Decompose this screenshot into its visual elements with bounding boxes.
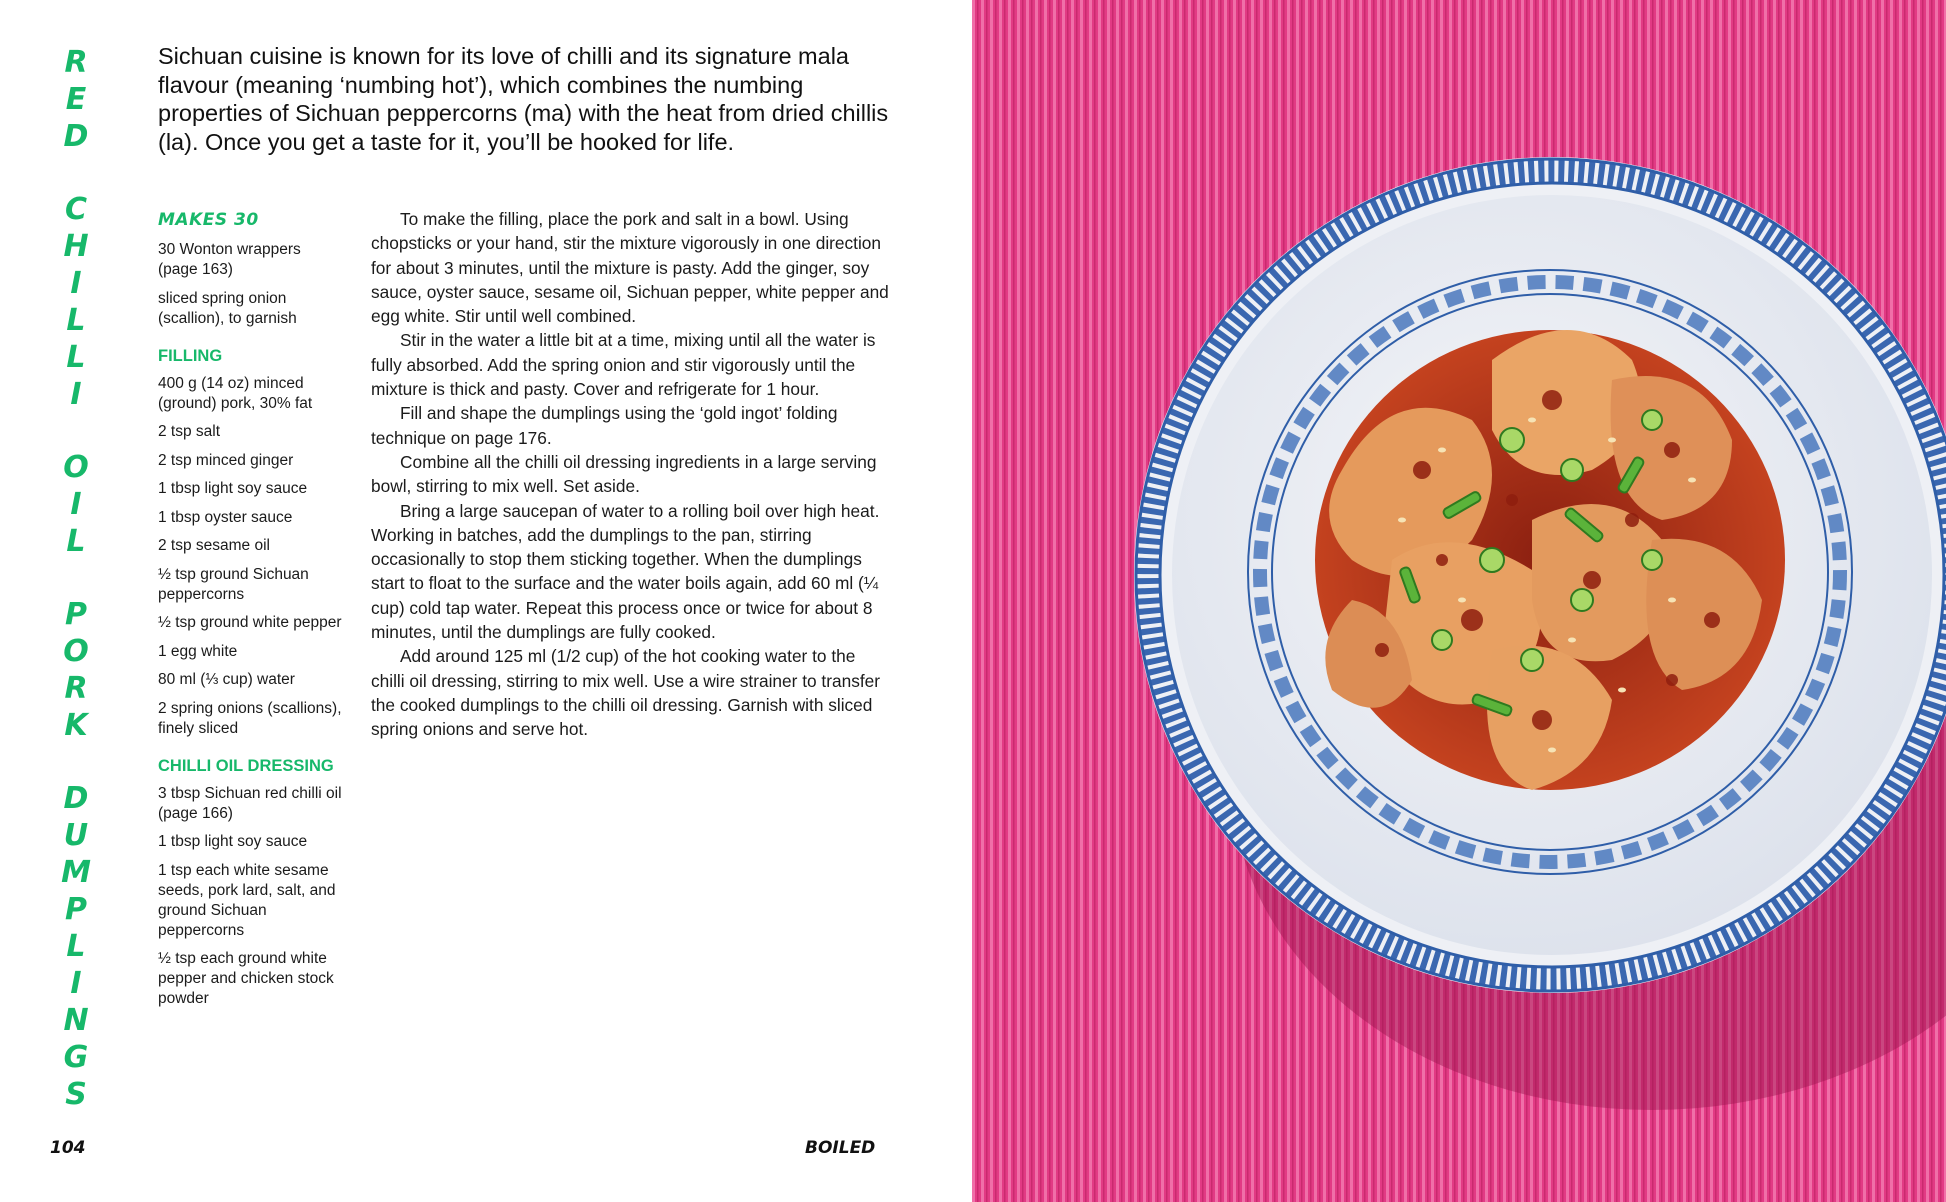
ingredient-item: 2 spring onions (scallions), finely sliced	[158, 699, 342, 737]
title-letter: L	[66, 929, 86, 964]
title-letter: I	[70, 487, 82, 522]
ingredient-item: 400 g (14 oz) minced (ground) pork, 30% fat	[158, 374, 313, 412]
page-number: 104	[50, 1138, 86, 1158]
title-letter: O	[63, 634, 89, 669]
title-letter: U	[63, 818, 89, 853]
ingredient-item: 1 tbsp light soy sauce	[158, 833, 308, 850]
dumplings-photo	[972, 0, 1946, 1202]
method-step: To make the filling, place the pork and salt in a bowl. Using chopsticks or your hand, stir the mixture vigorously in one direction for about 3 minutes, until the mixture is pasty. Add the ginger, soy sauce, oyster sauce, sesame oil, Sichuan pepper, white pepper and egg white. Stir until well combined.	[371, 209, 889, 327]
title-letter: E	[65, 82, 87, 117]
method-step: Bring a large saucepan of water to a rolling boil over high heat. Working in batches, add the dumplings to the pan, stirring occasionally to stop them sticking together. When the dumplings start to float to the surface and the water boils again, add 60 ml (¼ cup) cold tap water. Repeat this process once or twice for about 8 minutes, until the dumplings are fully cooked.	[371, 500, 880, 643]
filling-heading: FILLING	[158, 346, 223, 365]
ingredient-item: ½ tsp ground white pepper	[158, 614, 342, 631]
title-word	[64, 44, 89, 155]
title-letter: C	[64, 192, 87, 227]
title-word	[63, 596, 89, 744]
ingredient-item: 1 tsp each white sesame seeds, pork lard, salt, and ground Sichuan peppercorns	[158, 861, 336, 939]
section-label: BOILED	[805, 1138, 876, 1158]
ingredient-item: ½ tsp each ground white pepper and chicken stock powder	[158, 950, 334, 1007]
yield-label: MAKES 30	[158, 210, 259, 230]
title-letter: H	[63, 229, 89, 264]
ingredient-item: 1 tbsp light soy sauce	[158, 480, 308, 497]
ingredient-item: 2 tsp minced ginger	[158, 451, 294, 469]
dressing-ingredients-list	[158, 784, 343, 1010]
title-letter: I	[70, 966, 82, 1001]
filling-ingredients-list	[158, 374, 343, 739]
dressing-heading: CHILLI OIL DRESSING	[158, 756, 334, 775]
title-letter: D	[63, 781, 89, 816]
title-letter: R	[64, 671, 88, 706]
title-word	[63, 449, 89, 560]
title-letter: R	[64, 45, 88, 80]
ingredient-item: 1 tbsp oyster sauce	[158, 508, 293, 526]
title-letter: N	[63, 1003, 89, 1038]
title-letter: P	[64, 892, 87, 927]
intro-paragraph: Sichuan cuisine is known for its love of chilli and its signature mala flavour (meaning ‘numbing hot’), which combines the numbing properties of Sichuan peppercorns (ma) with the heat from dried chillis (la). Once you get a taste for it, you’ll be hooked for life.	[158, 43, 889, 155]
title-letter: D	[63, 119, 89, 154]
ingredient-item: 2 tsp salt	[158, 423, 221, 440]
ingredient-item: 80 ml (⅓ cup) water	[158, 671, 295, 688]
ingredient-item: 3 tbsp Sichuan red chilli oil (page 166)	[158, 784, 342, 822]
title-word	[61, 780, 91, 1113]
title-word	[63, 191, 88, 413]
title-letter: L	[66, 340, 86, 375]
method-step: Add around 125 ml (1/2 cup) of the hot cooking water to the chilli oil dressing, stirring to mix well. Use a wire strainer to transfer the cooked dumplings to the chilli oil dressing. Garnish with sliced spring onions and serve hot.	[371, 646, 880, 740]
main-ingredients-list	[158, 240, 343, 329]
method-step: Combine all the chilli oil dressing ingredients in a large serving bowl, stirring to mix well. Set aside.	[371, 451, 877, 497]
recipe-title-vertical	[56, 44, 96, 1149]
recipe-page	[0, 0, 972, 1202]
title-letter: M	[61, 855, 91, 890]
ingredient-item: 1 egg white	[158, 642, 238, 660]
ingredient-item: ½ tsp ground Sichuan peppercorns	[158, 565, 309, 603]
ingredient-item: sliced spring onion (scallion), to garnish	[158, 289, 297, 327]
title-letter: O	[63, 450, 89, 485]
title-letter: P	[64, 597, 87, 632]
title-letter: K	[64, 708, 88, 743]
method-step: Stir in the water a little bit at a time, mixing until all the water is fully absorbed. Add the spring onion and stir vigorously until the mixture is thick and pasty. Cover and refrigerate for 1 hour.	[371, 330, 876, 400]
method-step: Fill and shape the dumplings using the ‘gold ingot’ folding technique on page 176.	[371, 403, 838, 448]
ingredient-item: 2 tsp sesame oil	[158, 537, 270, 554]
title-letter: I	[70, 377, 82, 412]
title-letter: G	[63, 1040, 89, 1075]
title-letter: L	[66, 524, 86, 559]
title-letter: S	[65, 1077, 87, 1112]
title-letter: I	[70, 266, 82, 301]
ingredient-item: 30 Wonton wrappers (page 163)	[158, 241, 301, 278]
ingredients-column	[158, 210, 343, 1018]
title-letter: L	[66, 303, 86, 338]
method-text	[371, 207, 891, 742]
